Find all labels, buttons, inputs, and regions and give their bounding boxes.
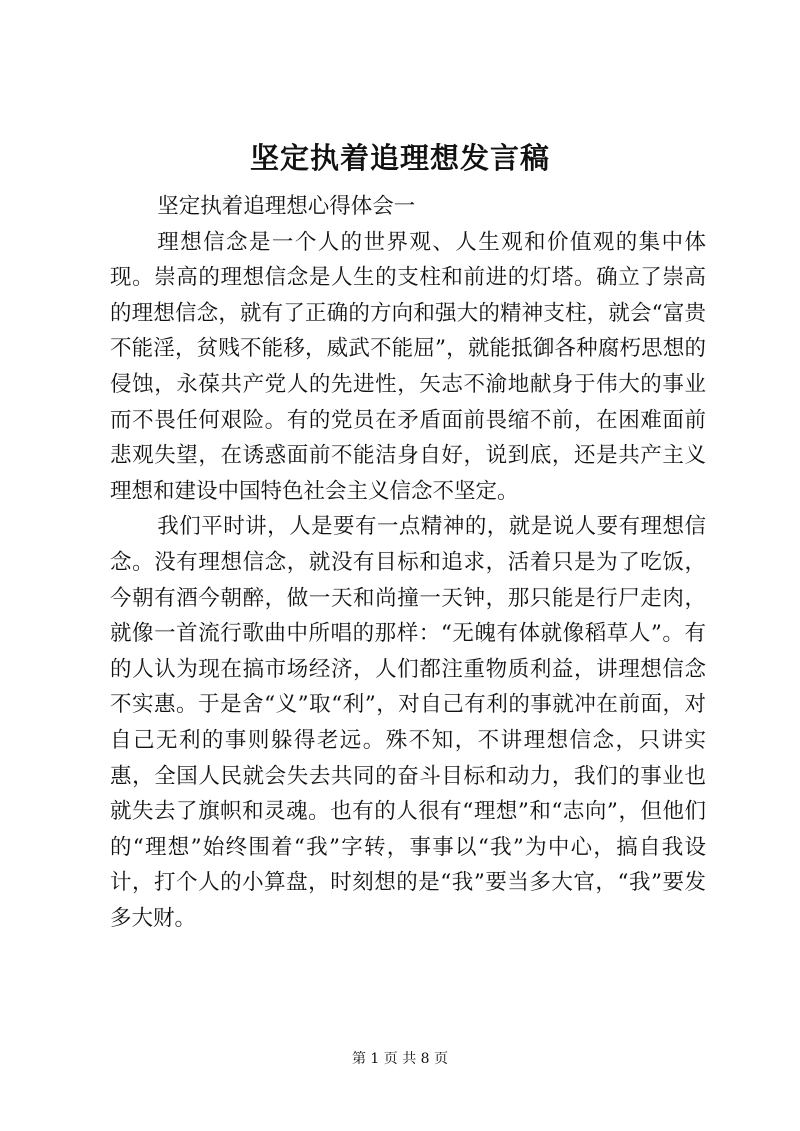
paragraph: 理想信念是一个人的世界观、人生观和价值观的集中体现。崇高的理想信念是人生的支柱和前进的灯塔。确立了崇高的理想信念，就有了正确的方向和强大的精神支柱，就会“富贵不能淫，贫贱不能移，威武不能屈”，就能抵御各种腐朽思想的侵蚀，永葆共产党人的先进性，矢志不渝地献身于伟大的事业而不畏任何艰险。有的党员在矛盾面前畏缩不前，在困难面前悲观失望，在诱惑面前不能洁身自好，说到底，还是共产主义理想和建设中国特色社会主义信念不坚定。 (110, 229, 706, 504)
document-body (110, 189, 706, 936)
document-subtitle: 坚定执着追理想心得体会一 (157, 194, 416, 219)
paragraph: 我们平时讲，人是要有一点精神的，就是说人要有理想信念。没有理想信念，就没有目标和追求，活着只是为了吃饭，今朝有酒今朝醉，做一天和尚撞一天钟，那只能是行尸走肉，就像一首流行歌曲中所唱的那样：“无魄有体就像稻草人”。有的人认为现在搞市场经济，人们都注重物质利益，讲理想信念不实惠。于是舍“义”取“利”，对自己有利的事就冲在前面，对自己无利的事则躲得老远。殊不知，不讲理想信念，只讲实惠，全国人民就会失去共同的奋斗目标和动力，我们的事业也就失去了旗帜和灵魂。也有的人很有“理想”和“志向”，但他们的“理想”始终围着“我”字转，事事以“我”为中心，搞自我设计，打个人的小算盘，时刻想的是“我”要当多大官，“我”要发多大财。 (110, 514, 706, 931)
document-title: 坚定执着追理想发言稿 (249, 141, 550, 175)
page-footer: 第 1 页 共 8 页 (351, 1051, 449, 1067)
